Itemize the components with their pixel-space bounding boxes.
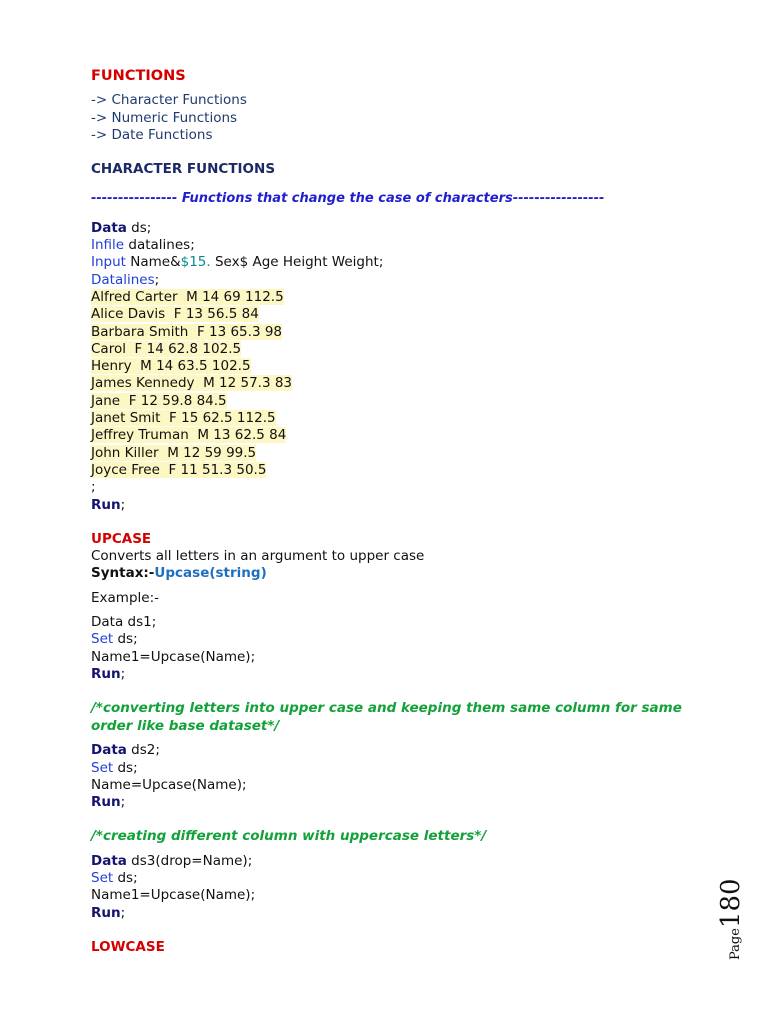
data-row-text: Alice Davis F 13 56.5 84 (91, 306, 259, 323)
code-line-data (91, 853, 711, 870)
example-block-1 (91, 614, 711, 683)
code-line-run (91, 497, 711, 514)
nav-item-numeric-functions: -> Numeric Functions (91, 109, 238, 126)
data-row (91, 445, 711, 462)
upcase-description: Converts all letters in an argument to upper case (91, 548, 425, 565)
code-text: ds; (113, 870, 138, 887)
code-line-assign: Name=Upcase(Name); (91, 776, 247, 793)
code-text: ds; (126, 219, 152, 236)
syntax-label: Syntax:- (91, 565, 155, 582)
data-row-text: Carol F 14 62.8 102.5 (91, 340, 242, 357)
keyword-data: Data (91, 852, 127, 869)
code-line-assign: Name1=Upcase(Name); (91, 887, 256, 904)
data-row (91, 427, 711, 444)
data-row (91, 324, 711, 341)
data-row (91, 341, 711, 358)
example-label: Example:- (91, 589, 159, 606)
data-row (91, 375, 711, 392)
code-line-set (91, 870, 711, 887)
keyword-input: Input (91, 254, 126, 271)
nav-item-character-functions: -> Character Functions (91, 92, 247, 109)
data-row (91, 306, 711, 323)
code-line-run (91, 794, 711, 811)
nav-item-date-functions: -> Date Functions (91, 126, 213, 143)
code-line-set (91, 631, 711, 648)
keyword-data: Data (91, 742, 127, 759)
code-text: ds3(drop=Name); (126, 852, 253, 869)
program-block-1 (91, 220, 711, 514)
data-row (91, 410, 711, 427)
code-line-infile (91, 237, 711, 254)
code-text: Sex$ Age Height Weight; (210, 254, 384, 271)
data-row-text: Jeffrey Truman M 13 62.5 84 (91, 427, 287, 444)
code-line-datalines (91, 272, 711, 289)
data-row-text: Joyce Free F 11 51.3 50.5 (91, 461, 267, 478)
code-text: ; (120, 794, 126, 811)
functions-heading: FUNCTIONS (91, 68, 186, 84)
code-text: ; (154, 271, 160, 288)
code-line-run (91, 666, 711, 683)
keyword-datalines: Datalines (91, 271, 155, 288)
keyword-set: Set (91, 631, 114, 648)
code-line-set (91, 760, 711, 777)
code-text: ; (120, 496, 126, 513)
code-text: ; (120, 904, 126, 921)
banner-line: ---------------- Functions that change the case of characters----------------- (91, 191, 605, 207)
data-row-text: Alfred Carter M 14 69 112.5 (91, 288, 284, 305)
data-row (91, 393, 711, 410)
code-text: datalines; (124, 237, 195, 254)
keyword-data: Data (91, 219, 127, 236)
syntax-code: Upcase(string) (154, 565, 267, 582)
code-line-data: Data ds1; (91, 614, 157, 631)
keyword-run: Run (91, 794, 121, 811)
keyword-run: Run (91, 496, 121, 513)
data-row-text: Jane F 12 59.8 84.5 (91, 392, 227, 409)
code-text: ; (120, 665, 126, 682)
keyword-run: Run (91, 665, 121, 682)
code-text: ds; (113, 759, 138, 776)
format-token: $15. (180, 254, 211, 271)
keyword-run: Run (91, 904, 121, 921)
data-row-text: James Kennedy M 12 57.3 83 (91, 375, 293, 392)
code-line-run (91, 905, 711, 922)
code-line-data (91, 742, 711, 759)
section-title: CHARACTER FUNCTIONS (91, 161, 276, 178)
code-text: Name& (125, 254, 181, 271)
data-row (91, 462, 711, 479)
code-line-assign: Name1=Upcase(Name); (91, 648, 256, 665)
page-word: Page (728, 928, 743, 960)
lowcase-title: LOWCASE (91, 939, 165, 956)
keyword-infile: Infile (91, 237, 125, 254)
data-row (91, 289, 711, 306)
code-comment: /*converting letters into upper case and keeping them same column for same order like base dataset*/ (91, 700, 682, 734)
example-block-2 (91, 742, 711, 811)
data-row (91, 358, 711, 375)
keyword-set: Set (91, 759, 114, 776)
keyword-set: Set (91, 870, 114, 887)
example-block-3 (91, 853, 711, 922)
data-row-text: Barbara Smith F 13 65.3 98 (91, 323, 282, 340)
code-line-semicolon: ; (91, 479, 96, 496)
code-comment: /*creating different column with uppercase letters*/ (91, 828, 487, 845)
code-line-data (91, 220, 711, 237)
page-digits: 180 (716, 878, 746, 929)
upcase-syntax (91, 565, 711, 582)
data-row-text: Henry M 14 63.5 102.5 (91, 358, 251, 375)
upcase-title: UPCASE (91, 530, 152, 547)
data-row-text: John Killer M 12 59 99.5 (91, 444, 257, 461)
data-row-text: Janet Smit F 15 62.5 112.5 (91, 410, 276, 427)
page-number (716, 878, 746, 960)
code-text: ds; (113, 631, 138, 648)
code-text: ds2; (126, 742, 160, 759)
document-page (91, 68, 711, 956)
code-line-input (91, 254, 711, 271)
